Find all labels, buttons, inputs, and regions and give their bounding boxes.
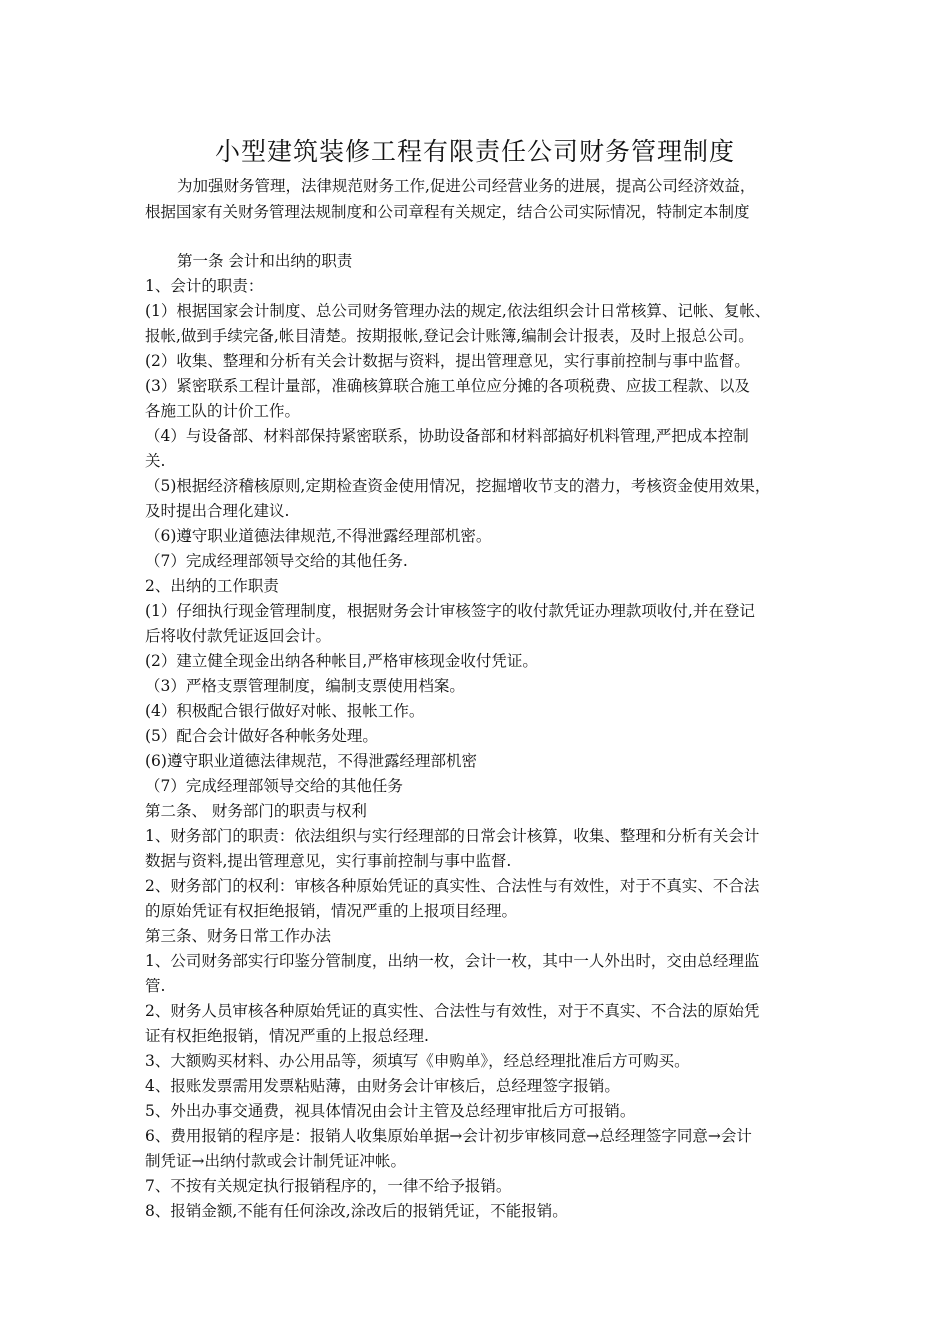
body-line: (2）收集、整理和分析有关会计数据与资料，提出管理意见，实行事前控制与事中监督。 [145, 352, 750, 370]
body-line: (5）配合会计做好各种帐务处理。 [145, 727, 378, 745]
body-line: （3）严格支票管理制度，编制支票使用档案。 [145, 677, 465, 695]
body-line: 4、报账发票需用发票粘贴薄，由财务会计审核后，总经理签字报销。 [145, 1077, 620, 1095]
body-line: 1、会计的职责： [145, 277, 264, 295]
body-text [145, 249, 825, 1224]
page-title: 小型建筑装修工程有限责任公司财务管理制度 [214, 137, 735, 166]
body-line: （4）与设备部、材料部保持紧密联系，协助设备部和材料部搞好机料管理,严把成本控制 [145, 427, 749, 445]
body-line: 制凭证→出纳付款或会计制凭证冲帐。 [145, 1152, 406, 1170]
body-line: （5)根据经济稽核原则,定期检查资金使用情况，挖掘增收节支的潜力，考核资金使用效果， [145, 477, 771, 495]
body-line: （7）完成经理部领导交给的其他任务 [145, 777, 403, 795]
body-line: 8、报销金额,不能有任何涂改,涂改后的报销凭证，不能报销。 [145, 1202, 568, 1220]
body-line: 2、出纳的工作职责 [145, 577, 279, 595]
body-line: 报帐,做到手续完备,帐目清楚。按期报帐,登记会计账簿,编制会计报表，及时上报总公司。 [145, 327, 754, 345]
body-line: （7）完成经理部领导交给的其他任务. [145, 552, 408, 570]
body-line: (4）积极配合银行做好对帐、报帐工作。 [145, 702, 425, 720]
body-line: 关. [145, 452, 166, 470]
intro-line: 根据国家有关财务管理法规制度和公司章程有关规定，结合公司实际情况，特制定本制度 [145, 203, 750, 221]
intro-paragraph [145, 173, 825, 225]
section-heading: 第一条 会计和出纳的职责 [177, 252, 353, 270]
intro-line: 为加强财务管理，法律规范财务工作,促进公司经营业务的进展，提高公司经济效益， [177, 177, 756, 195]
body-line: (2）建立健全现金出纳各种帐目,严格审核现金收付凭证。 [145, 652, 538, 670]
body-line: 第二条、 财务部门的职责与权利 [145, 802, 367, 820]
body-line: 2、财务人员审核各种原始凭证的真实性、合法性与有效性，对于不真实、不合法的原始凭 [145, 1002, 760, 1020]
body-line: 7、不按有关规定执行报销程序的，一律不给予报销。 [145, 1177, 512, 1195]
body-line: 管. [145, 977, 166, 995]
body-line: 及时提出合理化建议. [145, 502, 290, 520]
body-line: (1）仔细执行现金管理制度，根据财务会计审核签字的收付款凭证办理款项收付,并在登记 [145, 602, 755, 620]
body-line: (3）紧密联系工程计量部，准确核算联合施工单位应分摊的各项税费、应拔工程款、以及 [145, 377, 750, 395]
body-line: 的原始凭证有权拒绝报销，情况严重的上报项目经理。 [145, 902, 518, 920]
body-line: 5、外出办事交通费，视具体情况由会计主管及总经理审批后方可报销。 [145, 1102, 636, 1120]
body-line: 3、大额购买材料、办公用品等，须填写《申购单》，经总经理批准后方可购买。 [145, 1052, 690, 1070]
body-line: 2、财务部门的权利：审核各种原始凭证的真实性、合法性与有效性，对于不真实、不合法 [145, 877, 760, 895]
body-line: 数据与资料,提出管理意见，实行事前控制与事中监督. [145, 852, 512, 870]
body-line: (1）根据国家会计制度、总公司财务管理办法的规定,依法组织会计日常核算、记帐、复帐、 [145, 302, 771, 320]
body-line: （6)遵守职业道德法律规范,不得泄露经理部机密。 [145, 527, 492, 545]
body-line: 后将收付款凭证返回会计。 [145, 627, 332, 645]
body-line: 第三条、财务日常工作办法 [145, 927, 332, 945]
body-line: 1、公司财务部实行印鉴分管制度，出纳一枚，会计一枚，其中一人外出时，交由总经理监 [145, 952, 760, 970]
body-line: 6、费用报销的程序是：报销人收集原始单据→会计初步审核同意→总经理签字同意→会计 [145, 1127, 752, 1145]
body-line: 各施工队的计价工作。 [145, 402, 301, 420]
body-line: (6)遵守职业道德法律规范，不得泄露经理部机密 [145, 752, 477, 770]
body-line: 1、财务部门的职责：依法组织与实行经理部的日常会计核算，收集、整理和分析有关会计 [145, 827, 760, 845]
body-line: 证有权拒绝报销，情况严重的上报总经理. [145, 1027, 429, 1045]
